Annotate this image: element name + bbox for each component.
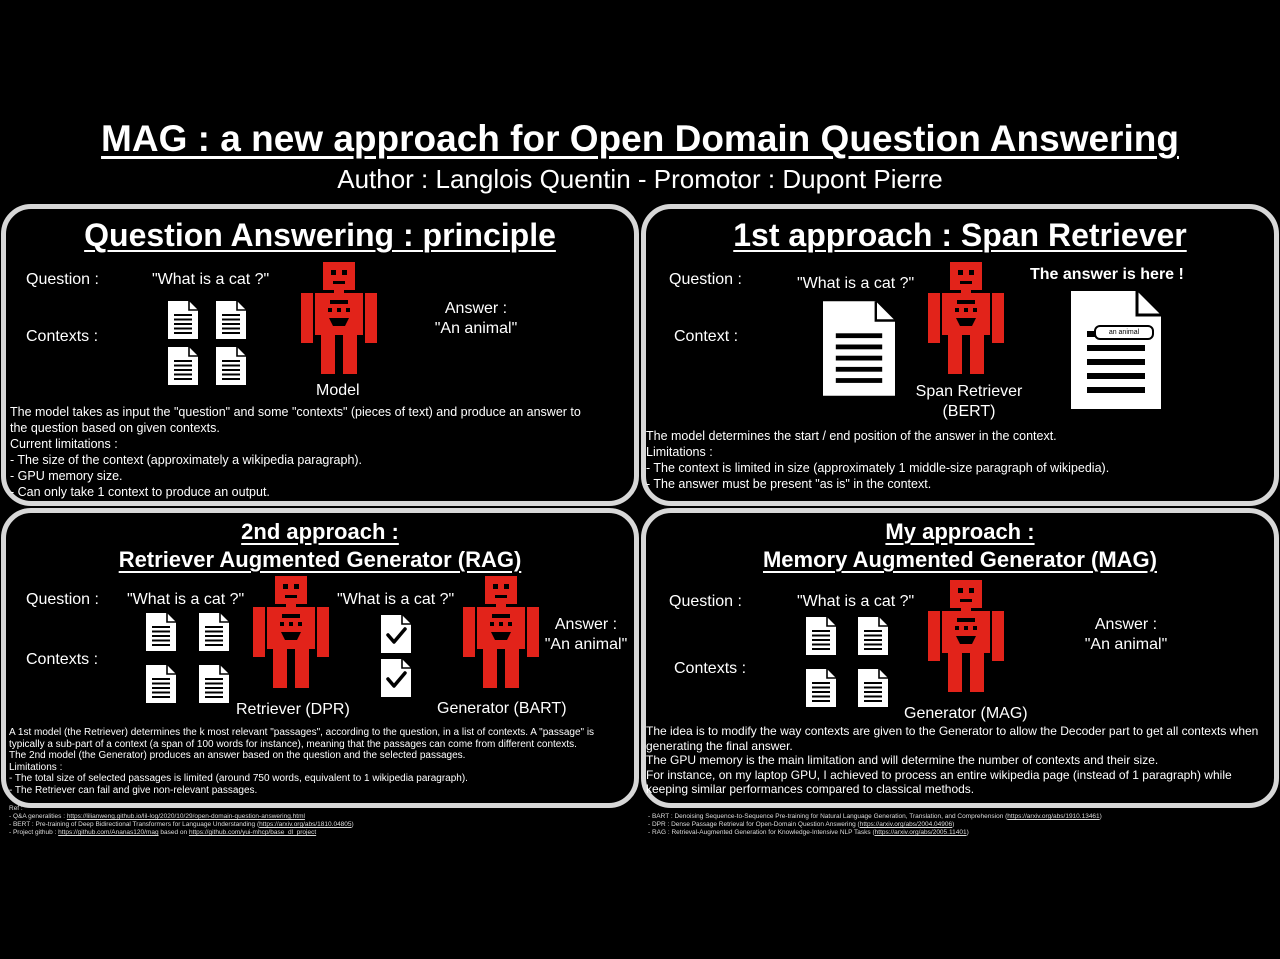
- model-sublabel: (BERT): [942, 403, 996, 420]
- panel-mag: [641, 508, 1279, 808]
- contexts-label: Contexts :: [26, 651, 99, 668]
- model-label: Span Retriever: [915, 383, 1023, 400]
- context-document-icon: [823, 301, 895, 396]
- panel-description: The idea is to modify the way contexts are given to the Generator to allow the Decoder part to get all contexts when generating the final answer. The GPU memory is the main limitation and will determine the number of contexts and their size. For instance, on my laptop GPU, I achieved to process an entire wikipedia page (instead of 1 paragraph) while keeping similar performances compared to classical methods.: [646, 724, 1259, 797]
- reference-item: - Q&A generalities : https://lilianweng.github.io/lil-log/2020/10/29/open-domain-question-answering.html: [9, 813, 305, 820]
- poster-title: MAG : a new approach for Open Domain Question Answering: [101, 118, 1179, 159]
- question-label: Question :: [669, 593, 742, 610]
- generator-label: Generator (BART): [437, 700, 567, 717]
- poster-subtitle: Author : Langlois Quentin - Promotor : Dupont Pierre: [337, 164, 943, 194]
- panel-title: 2nd approach :: [241, 519, 399, 544]
- panel-rag: [1, 508, 639, 808]
- answer-label: Answer :: [444, 300, 508, 317]
- document-icon: [216, 347, 246, 385]
- panel-span-retriever: [641, 204, 1279, 506]
- answer-text: "An animal": [434, 320, 518, 337]
- document-icon: [146, 665, 176, 703]
- robot-span-retriever-icon: [928, 262, 1004, 374]
- document-icon: [858, 617, 888, 655]
- reference-item: - Project github : https://github.com/Ananas120/mag based on https://github.com/yui-mhcp/base_dl_project: [9, 829, 317, 836]
- answer-here-label: The answer is here !: [1030, 266, 1184, 283]
- contexts-label: Contexts :: [26, 328, 99, 345]
- question-text: "What is a cat ?": [127, 591, 245, 608]
- document-icon: [806, 669, 836, 707]
- question-label: Question :: [669, 271, 742, 288]
- reference-item: - RAG : Retrieval-Augmented Generation for Knowledge-Intensive NLP Tasks (https://arxiv.org/abs/2005.11401): [648, 829, 969, 836]
- reference-item: - BART : Denoising Sequence-to-Sequence Pre-training for Natural Language Generation, Translation, and Comprehension (https://arxiv.org/abs/1910.13461): [648, 813, 1102, 820]
- panel-title: 1st approach : Span Retriever: [733, 217, 1187, 253]
- document-icon: [806, 617, 836, 655]
- reference-link[interactable]: https://arxiv.org/abs/1910.13461: [1007, 813, 1100, 820]
- document-icon: [146, 613, 176, 651]
- answer-label: Answer :: [554, 616, 618, 633]
- answer-text: "An animal": [1084, 636, 1168, 653]
- reference-link[interactable]: https://arxiv.org/abs/2004.04906: [859, 821, 953, 828]
- robot-retriever-icon: [253, 576, 329, 688]
- answer-document-icon: [1070, 291, 1162, 409]
- reference-item: - BERT : Pre-training of Deep Bidirectional Transformers for Language Understanding (https://arxiv.org/abs/1810.04805): [9, 821, 354, 828]
- context-label: Context :: [674, 328, 739, 345]
- reference-item: - DPR : Dense Passage Retrieval for Open-Domain Question Answering (https://arxiv.org/abs/2004.04906): [648, 821, 955, 828]
- reference-link[interactable]: https://arxiv.org/abs/2005.11401: [874, 829, 967, 836]
- question-text: "What is a cat ?": [152, 271, 270, 288]
- reference-link[interactable]: https://arxiv.org/abs/1810.04805: [259, 821, 352, 828]
- references-right: [648, 813, 1273, 837]
- panel-subtitle: Memory Augmented Generator (MAG): [762, 547, 1157, 572]
- answer-highlight-text: an animal: [1108, 329, 1140, 336]
- panel-title: Question Answering : principle: [84, 217, 556, 253]
- panel-description: The model takes as input the "question" and some "contexts" (pieces of text) and produce an answer to the question based on given contexts. Current limitations : - The size of the context (approximately a wikipedia paragraph). - GPU memory size. - Can only take 1 context to produce an output.: [10, 405, 581, 499]
- answer-label: Answer :: [1094, 616, 1158, 633]
- panel-description: The model determines the start / end position of the answer in the context. Limitations : - The context is limited in size (approximately 1 middle-size paragraph of wikipedia). - The answer must be present "as is" in the context.: [646, 429, 1110, 491]
- document-icon: [216, 301, 246, 339]
- document-icon: [858, 669, 888, 707]
- model-label: Generator (MAG): [904, 705, 1028, 722]
- panel-description: A 1st model (the Retriever) determines the k most relevant "passages", according to the question, in a list of contexts. A "passage" is typically a sub-part of a context (a span of 100 words for instance), meaning that the passages can come from different contexts. The 2nd model (the Generator) produces an answer based on the question and the selected passages. Limitations : - The total size of selected passages is limited (around 750 words, equivalent to 1 wikipedia paragraph). - The Retriever can fail and give non-relevant passages.: [9, 727, 595, 796]
- panel-qa-principle: [1, 204, 639, 506]
- retriever-label: Retriever (DPR): [236, 701, 350, 718]
- robot-model-icon: [301, 262, 377, 374]
- reference-link[interactable]: https://lilianweng.github.io/lil-log/2020/10/29/open-domain-question-answering.html: [66, 813, 305, 820]
- contexts-label: Contexts :: [674, 660, 747, 677]
- question-text: "What is a cat ?": [797, 275, 915, 292]
- document-icon: [168, 301, 198, 339]
- document-icon: [199, 665, 229, 703]
- references-heading: Ref :: [9, 805, 23, 812]
- answer-text: "An animal": [544, 636, 628, 653]
- question-text: "What is a cat ?": [797, 593, 915, 610]
- panel-subtitle: Retriever Augmented Generator (RAG): [118, 547, 522, 572]
- document-icon: [199, 613, 229, 651]
- selected-passage-icon: [381, 615, 411, 653]
- references-left: [9, 805, 629, 837]
- question-label: Question :: [26, 271, 99, 288]
- reference-link[interactable]: https://github.com/yui-mhcp/base_dl_project: [188, 829, 317, 836]
- panel-title: My approach :: [885, 519, 1035, 544]
- question-label: Question :: [26, 591, 99, 608]
- document-icon: [168, 347, 198, 385]
- selected-passage-icon: [381, 659, 411, 697]
- model-label: Model: [316, 382, 360, 399]
- reference-link[interactable]: https://github.com/Ananas120/mag: [58, 829, 159, 836]
- robot-generator-icon: [928, 580, 1004, 692]
- question-text: "What is a cat ?": [337, 591, 455, 608]
